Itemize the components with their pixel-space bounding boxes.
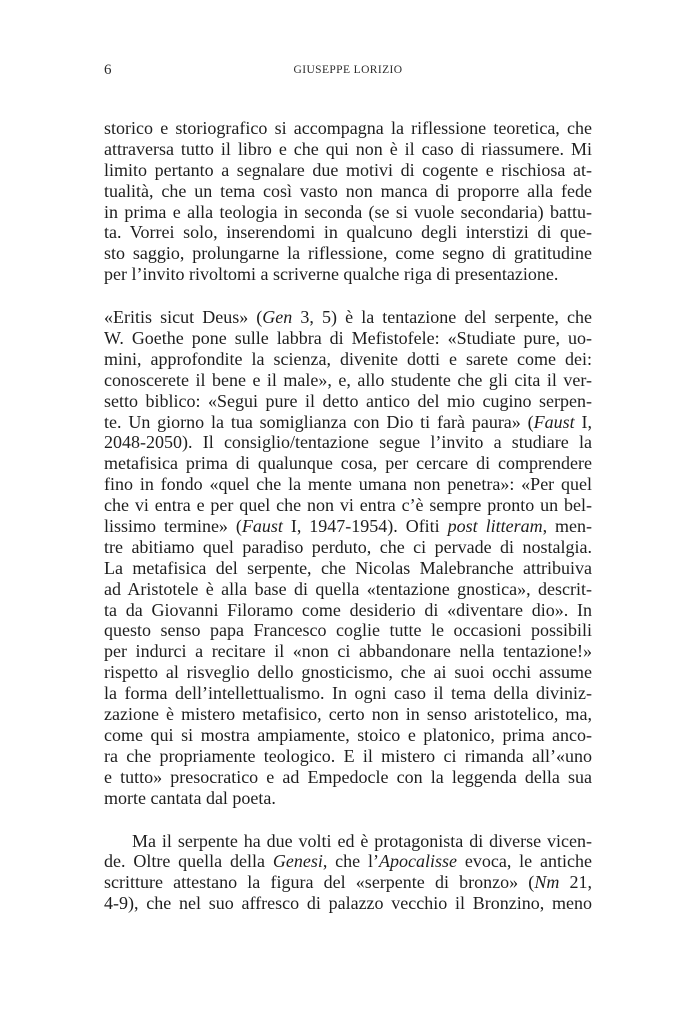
text-line [104,474,592,495]
text-line [104,641,592,662]
text-run: setto biblico: «Segui pure il detto antico del mio cugino serpen- [104,390,592,411]
text-run: che vi entra e per quel che non vi entra c’è sempre pronto un bel- [104,495,592,516]
text-run: lissimo termine» ( [104,516,242,537]
text-line [104,704,592,725]
text-line [104,432,592,453]
text-run: attraversa tutto il libro e che qui non è il caso di riassumere. Mi [104,138,592,159]
text-line [104,851,592,872]
text-line [104,118,592,139]
text-run: I, 1947-1954). Ofiti [282,516,448,537]
text-line [104,202,592,223]
italic-citation: Apocalisse [379,851,458,872]
text-line [104,600,592,621]
paragraph [104,307,592,808]
text-run: morte cantata dal poeta. [104,787,276,808]
text-run: storico e storiografico si accompagna la riflessione teoretica, che [104,118,592,138]
text-line [104,328,592,349]
italic-citation: post litteram [447,516,543,537]
text-run: rispetto al risveglio dello gnosticismo, che ai suoi occhi assume [104,662,592,683]
text-run: ad Aristotele è alla base di quella «tentazione gnostica», descrit- [104,578,592,599]
italic-citation: Gen [262,307,293,328]
text-run: la forma dell’intellettualismo. In ogni caso il tema della diviniz- [104,683,592,704]
text-line [104,746,592,767]
text-run: «Eritis sicut Deus» ( [104,307,263,328]
text-line [104,139,592,160]
italic-citation: Faust [241,516,283,537]
text-run: 2048-2050). Il consiglio/tentazione segue l’invito a studiare la [104,432,592,453]
page-number: 6 [104,62,112,78]
text-line [104,788,592,809]
text-line [104,579,592,600]
text-line [104,516,592,537]
text-line [104,264,592,285]
running-title-author: GIUSEPPE LORIZIO [293,64,403,76]
text-run: conoscerete il bene e il male», e, allo studente che gli cita il ver- [104,369,592,390]
text-run: fino in fondo «quel che la mente umana non penetra»: «Per quel [104,474,592,495]
text-run: in prima e alla teologia in seconda (se si vuole secondaria) battu- [104,201,592,222]
text-run: 21, [559,872,593,893]
text-line [104,683,592,704]
text-run: sto saggio, prolungarne la riflessione, come segno di gratitudine [104,243,592,264]
text-run: zazione è mistero metafisico, certo non in senso aristotelico, ma, [104,704,592,725]
text-run: evoca, le antiche [457,851,592,872]
text-line [104,181,592,202]
text-line [104,558,592,579]
text-run: te. Un giorno la tua somiglianza con Dio ti farà paura» ( [104,411,534,432]
italic-citation: Faust [533,411,575,432]
text-line [104,893,592,914]
text-run: per indurci a recitare il «non ci abbandonare nella tentazione!» [104,641,592,662]
text-run: come qui si mostra ampiamente, stoico e platonico, prima anco- [104,724,592,745]
text-line [104,243,592,264]
text-line [104,831,592,852]
text-line [104,349,592,370]
text-line [104,537,592,558]
text-run: per l’invito rivoltomi a scriverne qualche riga di presentazione. [104,264,559,285]
text-run: tualità, che un tema così vasto non manca di proporre alla fede [104,180,592,201]
text-run: metafisica prima di qualunque cosa, per cercare di comprendere [104,453,592,474]
running-header [104,60,592,80]
text-line [104,620,592,641]
text-run: W. Goethe pone sulle labbra di Mefistofele: «Studiate pure, uo- [104,328,592,349]
text-run: Ma il serpente ha due volti ed è protagonista di diverse vicen- [132,830,592,851]
italic-citation: Nm [534,872,560,893]
paragraph-gap [104,285,592,307]
paragraph-gap [104,809,592,831]
text-run: questo senso papa Francesco coglie tutte le occasioni possibili [104,620,592,641]
text-run: , che l’ [322,851,380,872]
text-run: , men- [542,516,593,537]
text-line [104,662,592,683]
text-run: mini, approfondite la scienza, divenite dotti e sarete come dei: [104,348,592,369]
text-run: de. Oltre quella della [104,851,273,872]
text-line [104,391,592,412]
text-run: scritture attestano la figura del «serpente di bronzo» ( [104,872,535,893]
text-run: La metafisica del serpente, che Nicolas Malebranche attribuiva [104,557,592,578]
text-line [104,767,592,788]
text-run: ta. Vorrei solo, inserendomi in qualcuno degli interstizi di que- [104,222,592,243]
text-run: I, [574,411,592,432]
text-line [104,370,592,391]
text-run: tre abitiamo quel paradiso perduto, che ci pervade di nostalgia. [104,536,592,557]
text-line [104,872,592,893]
text-run: e tutto» presocratico e ad Empedocle con la leggenda della sua [104,766,592,787]
text-run: 3, 5) è la tentazione del serpente, che [292,307,592,328]
text-line [104,222,592,243]
text-line [104,453,592,474]
text-run: limito pertanto a segnalare due motivi di cogente e rischiosa at- [104,159,592,180]
paragraph [104,831,592,915]
text-line [104,495,592,516]
paragraph [104,118,592,285]
text-line [104,725,592,746]
italic-citation: Genesi [272,851,323,872]
text-run: ra che propriamente teologico. E il mistero ci rimanda all’«uno [104,745,592,766]
text-run: 4-9), che nel suo affresco di palazzo vecchio il Bronzino, meno [104,893,592,914]
text-line [104,412,592,433]
text-line [104,160,592,181]
body-text [104,118,592,914]
text-run: ta da Giovanni Filoramo come desiderio di «diventare dio». In [104,599,592,620]
text-line [104,307,592,328]
